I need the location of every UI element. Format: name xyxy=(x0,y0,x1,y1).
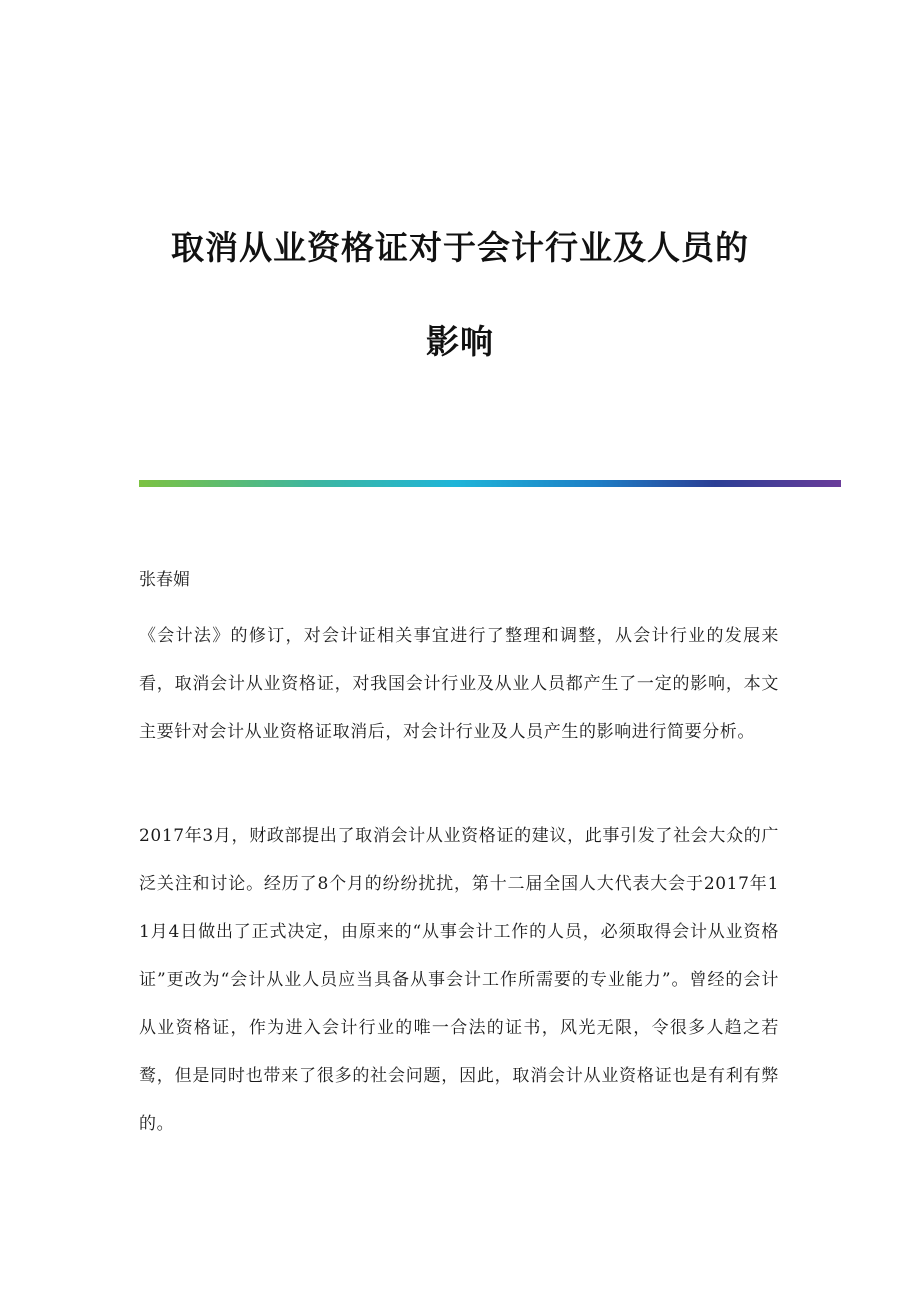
title-divider xyxy=(139,480,841,487)
body-paragraph: 2017年3月，财政部提出了取消会计从业资格证的建议，此事引发了社会大众的广泛关注和讨论。经历了8个月的纷纷扰扰，第十二届全国人大代表大会于2017年11月4日做出了正式决定，由原来的“从事会计工作的人员，必须取得会计从业资格证”更改为“会计从业人员应当具备从事会计工作所需要的专业能力”。曾经的会计从业资格证，作为进入会计行业的唯一合法的证书，风光无限，令很多人趋之若鹜，但是同时也带来了很多的社会问题，因此，取消会计从业资格证也是有利有弊的。 xyxy=(139,826,779,1134)
document-title-line-2: 影响 xyxy=(426,322,494,361)
abstract-paragraph: 《会计法》的修订，对会计证相关事宜进行了整理和调整，从会计行业的发展来看，取消会计从业资格证，对我国会计行业及从业人员都产生了一定的影响，本文主要针对会计从业资格证取消后，对会计行业及人员产生的影响进行简要分析。 xyxy=(139,626,779,742)
author-name: 张春媚 xyxy=(139,570,190,590)
document-title-line-1: 取消从业资格证对于会计行业及人员的 xyxy=(171,228,749,267)
